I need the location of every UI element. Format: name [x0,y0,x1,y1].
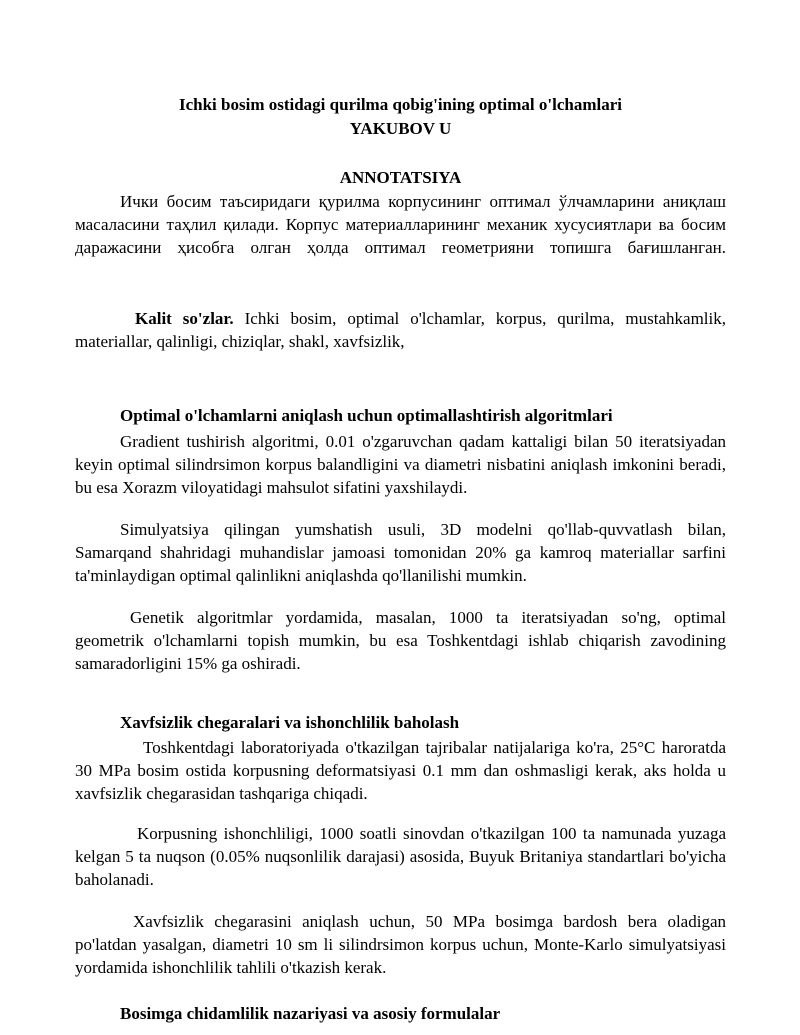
annotation-heading: ANNOTATSIYA [339,168,462,187]
keywords-label: Kalit so'zlar. [135,309,234,328]
paragraph-gradient: Gradient tushirish algoritmi, 0.01 o'zgaruvchan qadam kattaligi bilan 50 iteratsiyadan keyin optimal silindrsimon korpus balandligini va diametri nisbatini aniqlash imkonini beradi, bu esa Xorazm viloyatidagi mahsulot sifatini yaxshilaydi. [75,432,726,497]
section-heading-optimization: Optimal o'lchamlarni aniqlash uchun optimallashtirish algoritmlari [120,406,613,425]
paragraph-deformation: Toshkentdagi laboratoriyada o'tkazilgan tajribalar natijalariga ko'ra, 25°C haroratda 30 MPa bosim ostida korpusning deformatsiyasi 0.1 mm dan oshmasligi kerak, aks holda u xavfsizlik chegarasidan tashqariga chiqadi. [75,738,726,803]
document-title: Ichki bosim ostidagi qurilma qobig'ining optimal o'lchamlari [178,95,623,114]
paragraph-genetic: Genetik algoritmlar yordamida, masalan, 1000 ta iteratsiyadan so'ng, optimal geometrik o'lchamlarni topish mumkin, bu esa Toshkentdagi ishlab chiqarish zavodining samaradorligini 15% ga oshiradi. [75,608,726,673]
paragraph-monte-carlo: Xavfsizlik chegarasini aniqlash uchun, 50 MPa bosimga bardosh bera oladigan po'latdan yasalgan, diametri 10 sm li silindrsimon korpus uchun, Monte-Karlo simulyatsiyasi yordamida ishonchlilik tahlili o'tkazish kerak. [75,912,726,977]
keywords-paragraph [75,307,726,353]
paragraph-reliability: Korpusning ishonchliligi, 1000 soatli sinovdan o'tkazilgan 100 ta namunada yuzaga kelgan 5 ta nuqson (0.05% nuqsonlilik darajasi) asosida, Buyuk Britaniya standartlari bo'yicha baholanadi. [75,824,726,889]
section-heading-pressure-theory: Bosimga chidamlilik nazariyasi va asosiy formulalar [120,1004,501,1023]
annotation-text: Ички босим таъсиридаги қурилма корпусининг оптимал ўлчамларини аниқлаш масаласини таҳлил қилади. Корпус материалларининг механик хусусиятлари ва босим даражасини ҳисобга олган ҳолда оптимал геометрияни топишга бағишланган. [75,192,726,257]
author-name: YAKUBOV U [349,119,452,138]
section-heading-safety: Xavfsizlik chegaralari va ishonchlilik baholash [120,713,460,732]
paragraph-annealing: Simulyatsiya qilingan yumshatish usuli, 3D modelni qo'llab-quvvatlash bilan, Samarqand shahridagi muhandislar jamoasi tomonidan 20% ga kamroq materiallar sarfini ta'minlaydigan optimal qalinlikni aniqlashda qo'llanilishi mumkin. [75,520,726,585]
keywords-text: Ichki bosim, optimal o'lchamlar, korpus, qurilma, mustahkamlik, materiallar, qalinligi, chiziqlar, shakl, xavfsizlik, [75,309,726,351]
